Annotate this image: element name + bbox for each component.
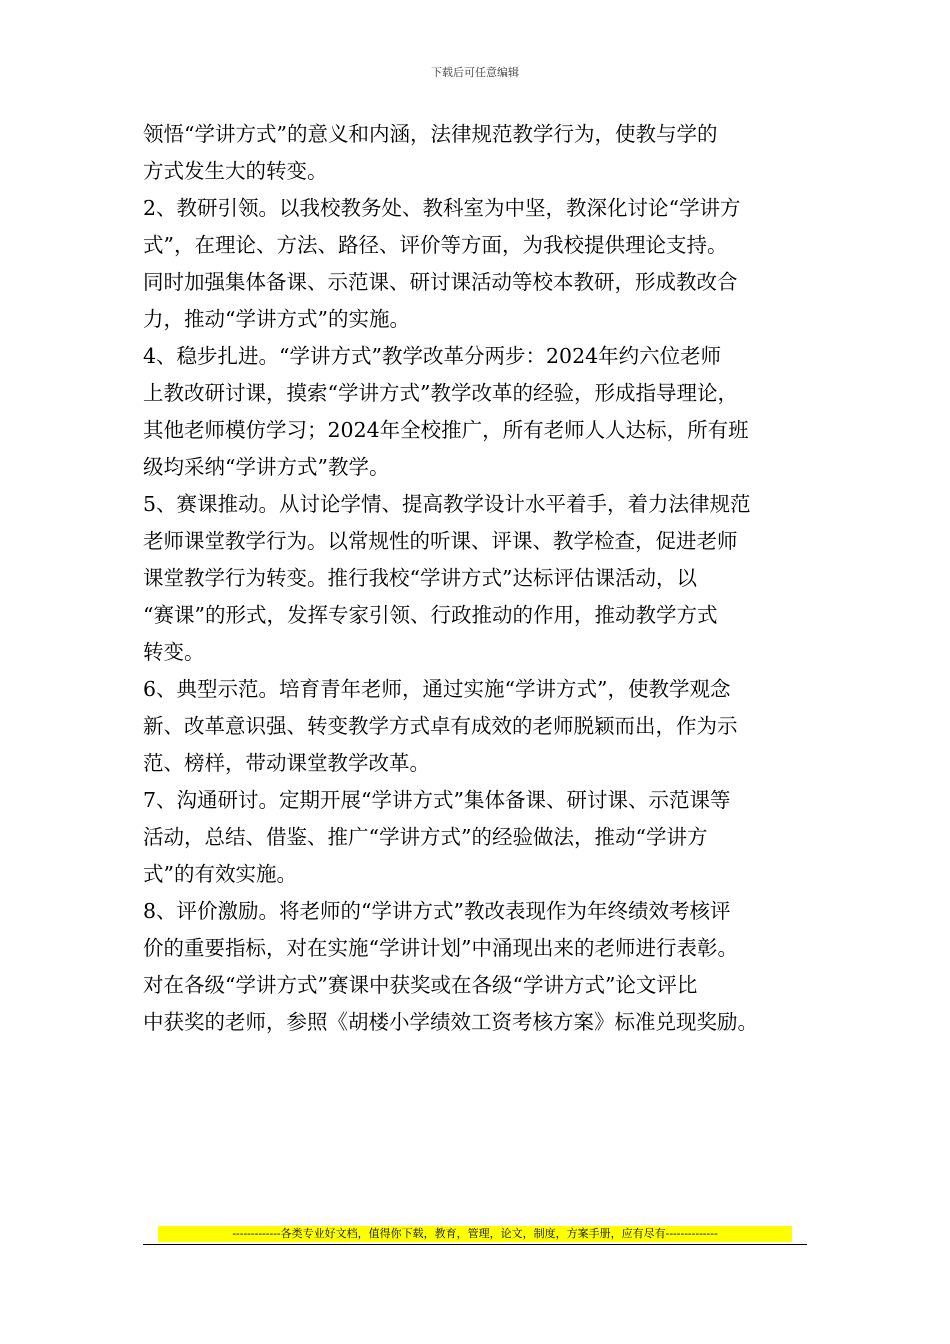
page-header: 下载后可任意编辑 (431, 66, 519, 79)
text-line: 同时加强集体备课、示范课、研讨课活动等校本教研，形成教改合 (143, 270, 738, 294)
text-line: 活动，总结、借鉴、推广“学讲方式”的经验做法，推动“学讲方 (143, 825, 708, 849)
text-line: 力，推动“学讲方式”的实施。 (143, 307, 410, 331)
text-line: 2、教研引领。以我校教务处、教科室为中坚，教深化讨论“学讲方 (143, 196, 741, 220)
text-line: 式”的有效实施。 (143, 862, 297, 886)
text-line: 8、评价激励。将老师的“学讲方式”教改表现作为年终绩效考核评 (143, 899, 731, 923)
text-line: 上教改研讨课，摸索“学讲方式”教学改革的经验，形成指导理论， (143, 381, 738, 405)
body-text (143, 116, 815, 1041)
text-line: 中获奖的老师，参照《胡楼小学绩效工资考核方案》标准兑现奖励。 (143, 1010, 758, 1034)
text-line: 领悟“学讲方式”的意义和内涵，法律规范教学行为，使教与学的 (143, 122, 718, 146)
text-line: 价的重要指标，对在实施“学讲计划”中涌现出来的老师进行表彰。 (143, 936, 738, 960)
text-line: 式”，在理论、方法、路径、评价等方面，为我校提供理论支持。 (143, 233, 728, 257)
text-line: 转变。 (143, 640, 205, 664)
text-line: 4、稳步扎进。“学讲方式”教学改革分两步：2024年约六位老师 (143, 344, 722, 368)
text-line: 其他老师模仿学习；2024年全校推广，所有老师人人达标，所有班 (143, 418, 749, 442)
text-line: 6、典型示范。培育青年老师，通过实施“学讲方式”，使教学观念 (143, 677, 731, 701)
text-line: 方式发生大的转变。 (143, 159, 328, 183)
text-line: “赛课”的形式，发挥专家引领、行政推动的作用，推动教学方式 (143, 603, 718, 627)
text-line: 5、赛课推动。从讨论学情、提高教学设计水平着手，着力法律规范 (143, 492, 751, 516)
footer-divider (143, 1244, 807, 1245)
text-line: 7、沟通研讨。定期开展“学讲方式”集体备课、研讨课、示范课等 (143, 788, 731, 812)
text-line: 老师课堂教学行为。以常规性的听课、评课、教学检查，促进老师 (143, 529, 738, 553)
text-line: 范、榜样，带动课堂教学改革。 (143, 751, 430, 775)
text-line: 新、改革意识强、转变教学方式卓有成效的老师脱颖而出，作为示 (143, 714, 738, 738)
text-line: 对在各级“学讲方式”赛课中获奖或在各级“学讲方式”论文评比 (143, 973, 698, 997)
text-line: 级均采纳“学讲方式”教学。 (143, 455, 390, 479)
footer-banner: -------------各类专业好文档，值得你下载，教育，管理，论文，制度，方案手册，应有尽有-------------- (158, 1226, 792, 1242)
text-line: 课堂教学行为转变。推行我校“学讲方式”达标评估课活动，以 (143, 566, 697, 590)
